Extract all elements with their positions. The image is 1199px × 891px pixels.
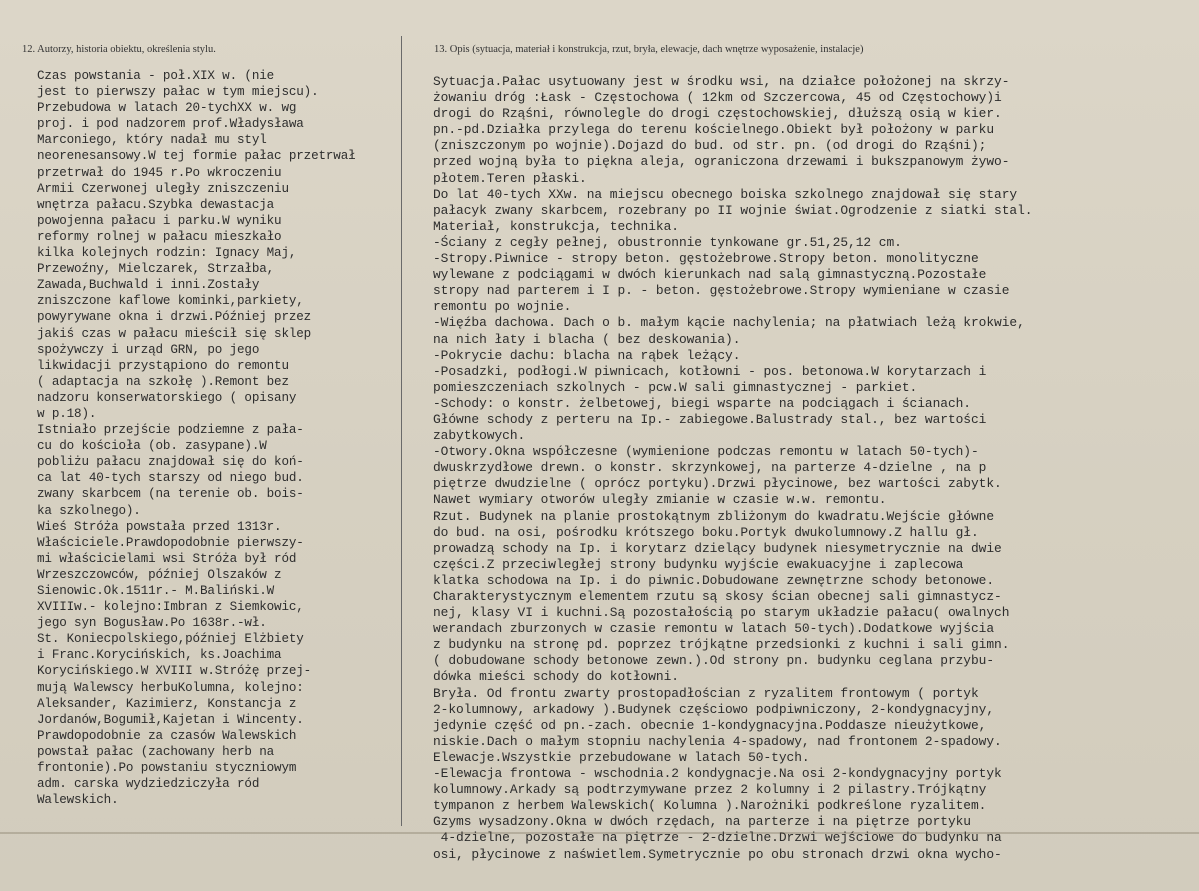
text-line: Prawdopodobnie za czasów Walewskich [37,728,297,743]
text-line: -Posadzki, podłogi.W piwnicach, kotłowni - pos. betonowa.W korytarzach i [433,363,987,379]
text-line: na nich łaty i blacha ( bez deskowania). [433,331,741,347]
text-line: werandach zburzonych w czasie remontu w latach 50-tych).Dodatkowe wyjścia [433,621,995,637]
text-line: (zniszczonym po wojnie).Dojazd do bud. od str. pn. (od drogi do Rząśni); [433,138,987,154]
text-line: przetrwał do 1945 r.Po wkroczeniu [37,165,282,180]
text-line: z budynku na stronę pd. poprzez trójkątne przedsionki z kuchni i sali gimn. [433,637,1010,653]
text-line: stropy nad parterem i I p. - beton. gęstożebrowe.Stropy wymieniane w czasie [433,283,1010,299]
text-line: ( dobudowane schody betonowe zewn.).Od strony pn. budynku ceglana przybu- [433,653,995,669]
text-line: przed wojną była to piękna aleja, ograniczona drzewami i bukszpanowym żywo- [433,154,1010,170]
text-line: ca lat 40-tych starszy od niego bud. [37,471,304,486]
text-line: Korycińskiego.W XVIII w.Stróżę przej- [37,664,312,679]
text-line: kolumnowy.Arkady są podtrzymywane przez 2 kolumny i 2 pilastry.Trójkątny [433,782,987,798]
text-line: zniszczone kaflowe kominki,parkiety, [37,294,304,309]
text-line: mują Walewscy herbuKolumna, kolejno: [37,680,304,695]
text-line: Jordanów,Bogumił,Kajetan i Wincenty. [37,712,304,727]
text-line: pn.-pd.Działka przylega do terenu kościelnego.Obiekt był położony w parku [433,122,995,138]
text-line: Czas powstania - poł.XIX w. (nie [37,69,275,83]
text-line: St. Koniecpolskiego,później Elżbiety [37,632,304,647]
text-line: cu do kościoła (ob. zasypane).W [37,439,267,454]
text-line: -Stropy.Piwnice - stropy beton. gęstożebrowe.Stropy beton. monolityczne [433,251,979,267]
left-column-text [37,68,399,808]
text-line: drogi do Rząśni, równolegle do drogi częstochowskiej, dłuższą osią w kier. [433,106,1002,122]
text-line: nej, klasy VI i kuchni.Są pozostałością po starym układzie pałacu( owalnych [433,605,1010,621]
text-line: do bud. na osi, pośrodku krótszego boku.Portyk dwukolumnowy.Z hallu gł. [433,524,979,540]
column-divider [401,36,402,826]
text-line: Marconiego, który nadał mu styl [37,133,267,148]
text-line: osi, płycinowe z naświetlem.Symetrycznie po obu stronach drzwi okna wycho- [433,846,1002,862]
text-line: zabytkowych. [433,428,526,444]
text-line: płotem.Teren płaski. [433,170,587,186]
text-line: piętrze dwudzielne ( oprócz portyku).Drzwi płycinowe, bez wartości zabytk. [433,476,1002,492]
text-line: Sienowic.Ok.1511r.- M.Baliński.W [37,584,275,598]
text-line: likwidacji przystąpiono do remontu [37,358,289,373]
text-line: jedynie część od pn.-zach. obecnie 1-kondygnacyjna.Poddasze nieużytkowe, [433,717,987,733]
text-line: Walewskich. [37,793,119,808]
text-line: Gzyms wysadzony.Okna w dwóch rzędach, na parterze i na piętrze portyku [433,814,971,830]
text-line: pobliżu pałacu znajdował się do koń- [37,455,304,470]
text-line: prowadzą schody na Ip. i korytarz dzielący budynek niesymetrycznie na dwie [433,540,1002,556]
text-line: Wieś Stróża powstała przed 1313r. [37,519,282,534]
paper-fold-line [0,832,1199,834]
text-line: żowaniu dróg :Łask - Częstochowa ( 12km od Szczercowa, 45 od Częstochowy)i [433,90,1002,106]
text-line: Bryła. Od frontu zwarty prostopadłościan z ryzalitem frontowym ( portyk [433,685,979,701]
text-line: klatka schodowa na Ip. i do piwnic.Dobudowane zewnętrzne schody betonowe. [433,572,995,588]
text-line: ( adaptacja na szkołę ).Remont bez [37,374,289,389]
text-line: Zawada,Buchwald i inni.Zostały [37,278,260,293]
left-section-heading: 12. Autorzy, historia obiektu, określenia stylu. [22,44,216,55]
text-line: -Pokrycie dachu: blacha na rąbek leżący. [433,347,741,363]
text-line: wylewane z podciągami w dwóch kierunkach nad salą gimnastyczną.Pozostałe [433,267,987,283]
text-line: reformy rolnej w pałacu mieszkało [37,229,282,244]
text-line: -Schody: o konstr. żelbetowej, biegi wsparte na podciągach i ścianach. [433,395,971,411]
text-line: i Franc.Korycińskich, ks.Joachima [37,648,282,663]
text-line: niskie.Dach o małym stopniu nachylenia 4-spadowy, nad frontonem 2-spadowy. [433,733,1002,749]
text-line: Armii Czerwonej uległy zniszczeniu [37,181,289,196]
text-line: Nawet wymiary otworów uległy zmianie w czasie w.w. remontu. [433,492,887,508]
text-line: spożywczy i urząd GRN, po jego [37,342,260,357]
text-line: neorenesansowy.W tej formie pałac przetrwał [37,149,356,164]
text-line: Główne schody z perteru na Ip.- zabiegowe.Balustrady stal., bez wartości [433,411,987,427]
text-line: -Ściany z cegły pełnej, obustronnie tynkowane gr.51,25,12 cm. [433,234,902,250]
text-line: mi właścicielami wsi Stróża był ród [37,551,297,566]
text-line: części.Z przeciwległej strony budynku wyjście ewakuacyjne i zaplecowa [433,556,964,572]
text-line: Przebudowa w latach 20-tychXX w. wg [37,101,297,116]
text-line: nadzoru konserwatorskiego ( opisany [37,390,297,405]
text-line: dwuskrzydłowe drewn. o konstr. skrzynkowej, na parterze 4-dzielne , na p [433,460,987,476]
text-line: tympanon z herbem Walewskich( Kolumna ).Narożniki podkreślone ryzalitem. [433,798,987,814]
text-line: jakiś czas w pałacu mieścił się sklep [37,326,312,341]
text-line: zwany skarbcem (na terenie ob. bois- [37,487,304,502]
text-line: dówka mieści schody do kotłowni. [433,669,679,685]
text-line: Materiał, konstrukcja, technika. [433,218,679,234]
text-line: XVIIIw.- kolejno:Imbran z Siemkowic, [37,600,304,615]
text-line: 4-dzielne, pozostałe na piętrze - 2-dzielne.Drzwi wejściowe do budynku na [433,830,1002,846]
text-line: 2-kolumnowy, arkadowy ).Budynek częściowo podpiwniczony, 2-kondygnacyjny, [433,701,995,717]
right-column-text [433,74,1193,863]
text-line: kilka kolejnych rodzin: Ignacy Maj, [37,246,297,261]
text-line: Właściciele.Prawdopodobnie pierwszy- [37,535,304,550]
text-line: powojenna pałacu i parku.W wyniku [37,213,282,228]
text-line: Istniało przejście podziemne z pała- [37,423,304,438]
text-line: jest to pierwszy pałac w tym miejscu). [37,85,319,100]
text-line: Rzut. Budynek na planie prostokątnym zbliżonym do kwadratu.Wejście główne [433,508,995,524]
text-line: Charakterystycznym elementem rzutu są skosy ścian obecnej sali gimnastycz- [433,589,1002,604]
text-line: proj. i pod nadzorem prof.Władysława [37,117,304,132]
text-line: Elewacje.Wszystkie przebudowane w latach 50-tych. [433,749,810,765]
text-line: wnętrza pałacu.Szybka dewastacja [37,197,275,212]
text-line: Wrzeszczowców, później Olszaków z [37,567,282,582]
text-line: -Otwory.Okna współczesne (wymienione podczas remontu w latach 50-tych)- [433,444,979,460]
text-line: Aleksander, Kazimierz, Konstancja z [37,696,297,711]
text-line: powyrywane okna i drzwi.Później przez [37,310,312,325]
text-line: remontu po wojnie. [433,299,572,315]
text-line: w p.18). [37,406,97,421]
text-line: adm. carska wydziedziczyła ród [37,777,260,792]
right-section-heading: 13. Opis (sytuacja, materiał i konstrukcja, rzut, bryła, elewacje, dach wnętrze wyposażenie, instalacje) [434,44,864,55]
text-line: Przewoźny, Mielczarek, Strzałba, [37,262,275,277]
text-line: pomieszczeniach szkolnych - pcw.W sali gimnastycznej - parkiet. [433,379,918,395]
text-line: Sytuacja.Pałac usytuowany jest w środku wsi, na działce położonej na skrzy- [433,74,1010,89]
text-line: -Elewacja frontowa - wschodnia.2 kondygnacje.Na osi 2-kondygnacyjny portyk [433,766,1002,782]
text-line: -Więźba dachowa. Dach o b. małym kącie nachylenia; na płatwiach leżą krokwie, [433,315,1025,331]
text-line: frontonie).Po powstaniu styczniowym [37,761,297,776]
text-line: Do lat 40-tych XXw. na miejscu obecnego boiska szkolnego znajdował się stary [433,186,1018,202]
text-line: jego syn Bogusław.Po 1638r.-wł. [37,616,267,631]
text-line: ka szkolnego). [37,503,141,518]
text-line: pałacyk zwany skarbcem, rozebrany po II wojnie świat.Ogrodzenie z siatki stal. [433,202,1033,218]
text-line: powstał pałac (zachowany herb na [37,744,275,759]
